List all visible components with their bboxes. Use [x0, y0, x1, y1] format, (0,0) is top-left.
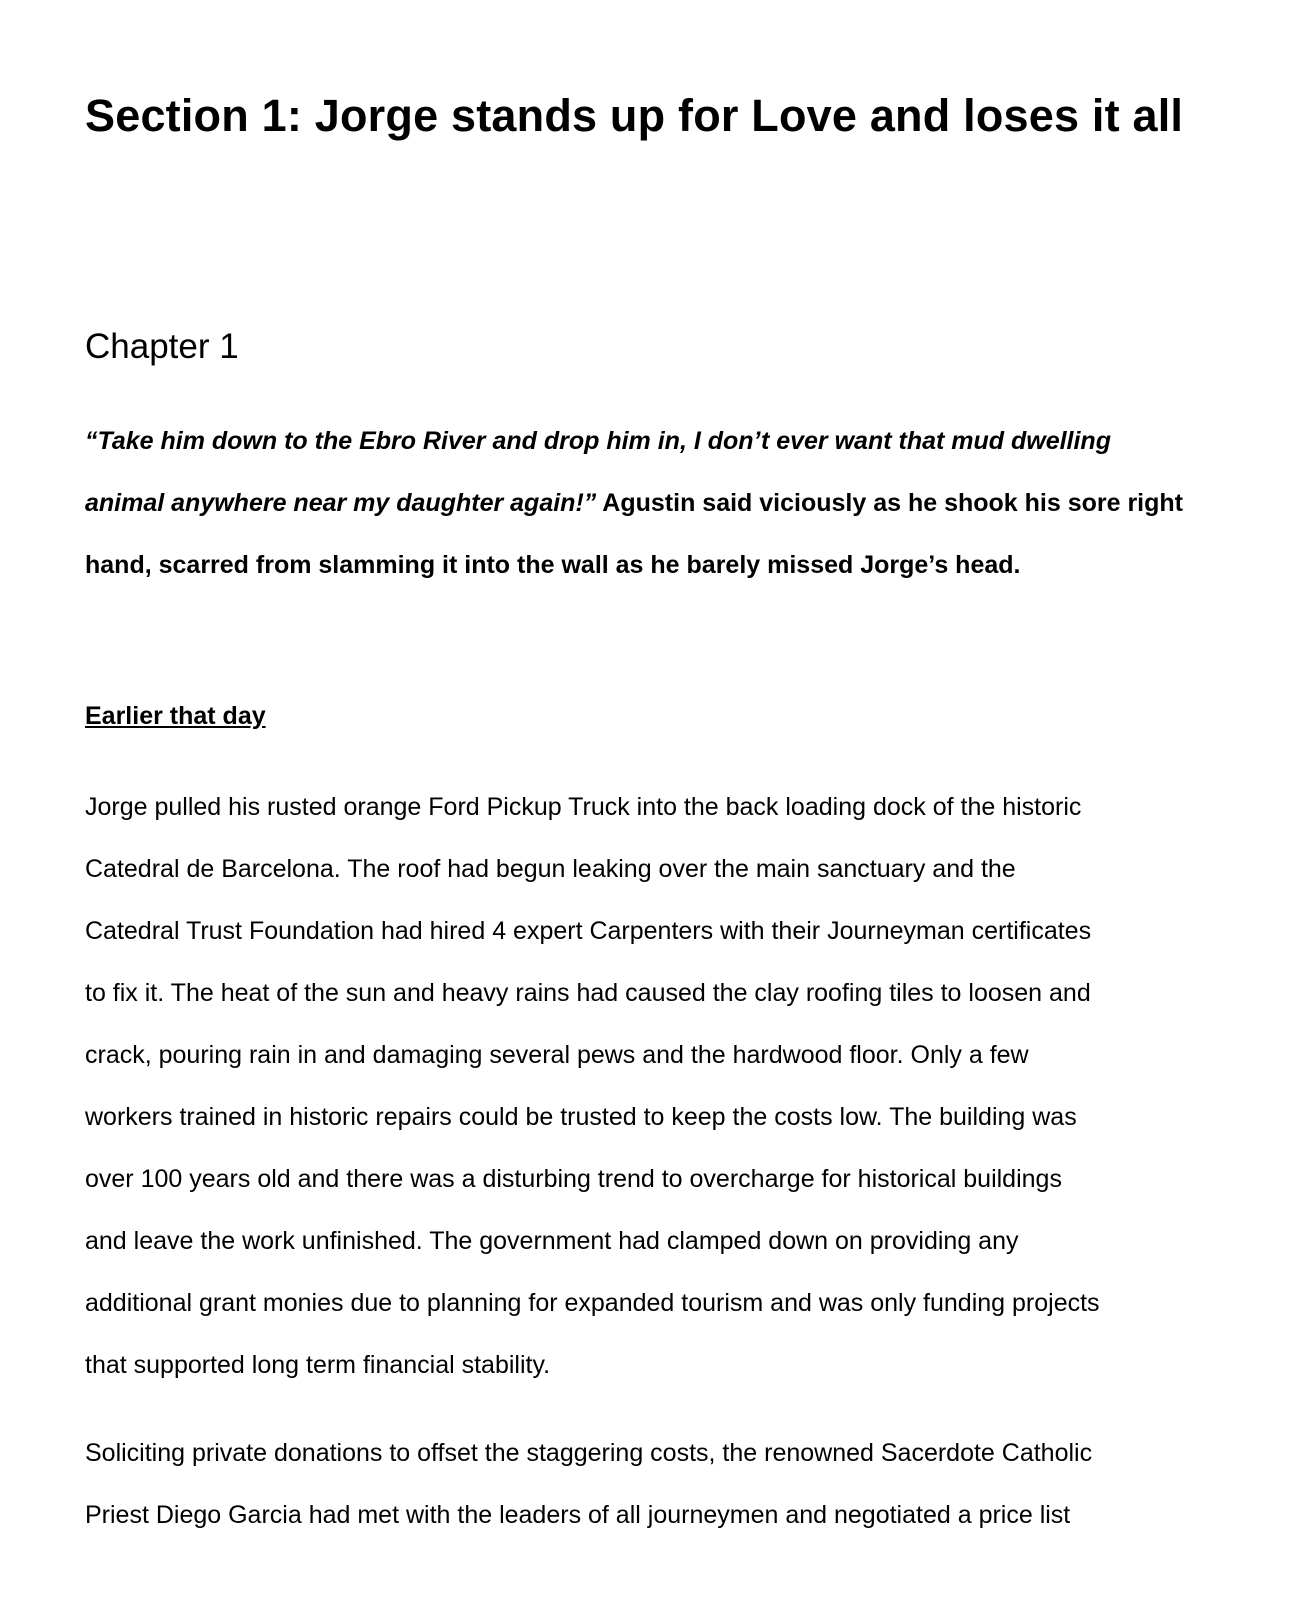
paragraph-line: over 100 years old and there was a disturbing trend to overcharge for historical buildings: [85, 1165, 1062, 1193]
body-paragraph: [85, 1422, 1092, 1546]
body-paragraph: [85, 776, 1100, 1396]
paragraph-line: that supported long term financial stability.: [85, 1351, 551, 1379]
paragraph-line: Priest Diego Garcia had met with the leaders of all journeymen and negotiated a price list: [85, 1501, 1071, 1529]
opening-quote: “Take him down to the Ebro River and drop him in, I don’t ever want that mud dwelling animal anywhere near my daughter again!”: [85, 427, 1111, 517]
paragraph-line: Catedral Trust Foundation had hired 4 expert Carpenters with their Journeyman certificates: [85, 917, 1092, 945]
paragraph-line: Jorge pulled his rusted orange Ford Pickup Truck into the back loading dock of the historic: [85, 793, 1082, 821]
flashback-heading: Earlier that day: [85, 702, 266, 730]
opening-paragraph: [85, 410, 1195, 596]
paragraph-line: and leave the work unfinished. The government had clamped down on providing any: [85, 1227, 1019, 1255]
paragraph-line: Catedral de Barcelona. The roof had begun leaking over the main sanctuary and the: [85, 855, 1016, 883]
section-title: Section 1: Jorge stands up for Love and loses it all: [85, 90, 1184, 141]
paragraph-line: additional grant monies due to planning for expanded tourism and was only funding projects: [85, 1289, 1100, 1317]
opening-narration: Agustin said viciously as he shook his sore right hand, scarred from slamming it into the wall as he barely missed Jorge’s head.: [85, 489, 1183, 579]
paragraph-line: workers trained in historic repairs could be trusted to keep the costs low. The building was: [85, 1103, 1077, 1131]
paragraph-line: Soliciting private donations to offset the staggering costs, the renowned Sacerdote Catholic: [85, 1439, 1093, 1467]
paragraph-line: crack, pouring rain in and damaging several pews and the hardwood floor. Only a few: [85, 1041, 1029, 1069]
paragraph-line: to fix it. The heat of the sun and heavy rains had caused the clay roofing tiles to loosen and: [85, 979, 1091, 1007]
chapter-title: Chapter 1: [85, 327, 239, 366]
